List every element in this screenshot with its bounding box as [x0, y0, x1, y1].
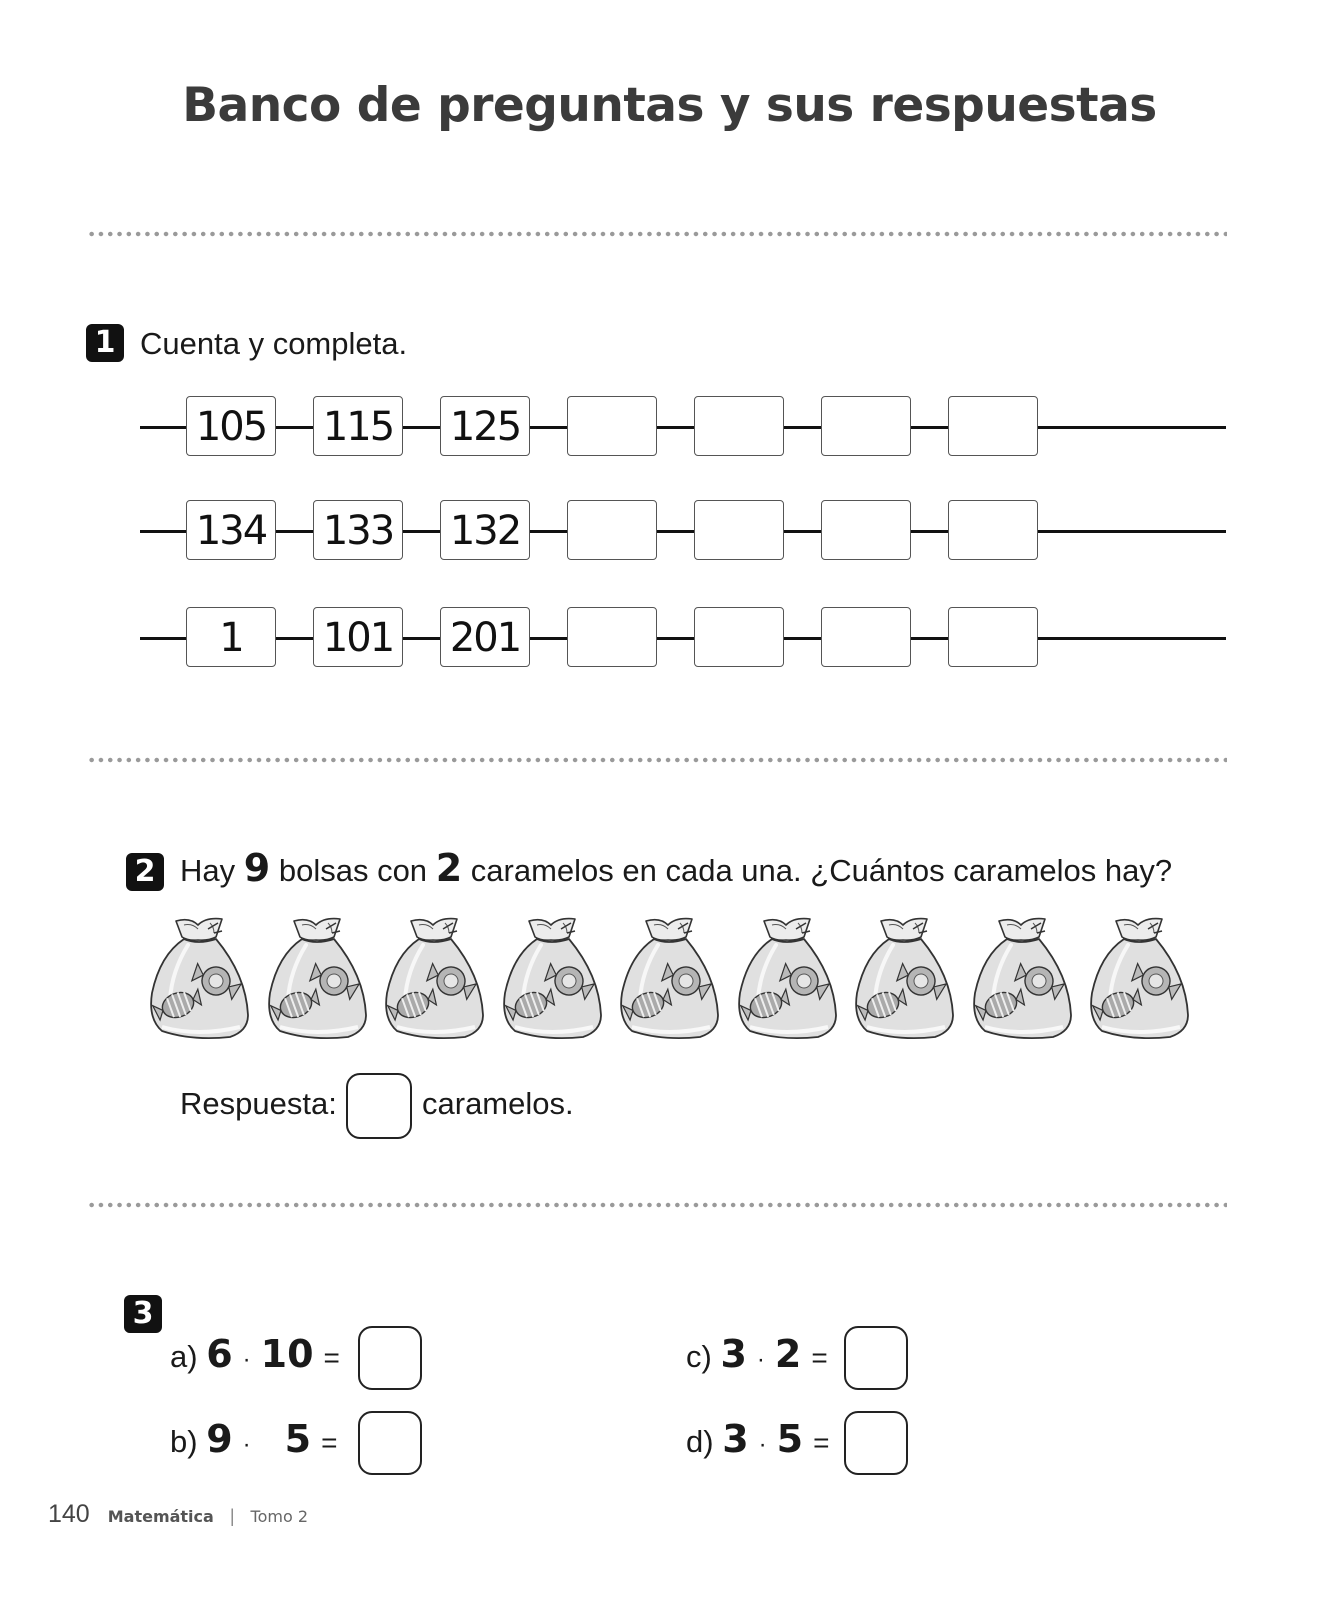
- prompt-text: Hay: [180, 853, 236, 888]
- equation-a: [170, 1332, 340, 1376]
- equation-label: a): [170, 1339, 198, 1374]
- candy-bags: [148, 915, 1228, 1045]
- bags-count: 9: [243, 846, 271, 890]
- sequence-blank-box[interactable]: [567, 607, 657, 667]
- factor: 5: [284, 1417, 312, 1461]
- sequence-blank-box[interactable]: [567, 396, 657, 456]
- factor: 3: [722, 1417, 749, 1461]
- dotted-divider: [87, 231, 1227, 237]
- candy-bag-icon: [618, 915, 722, 1043]
- number-sequence-row: [140, 607, 1226, 671]
- sequence-number: 134: [186, 500, 276, 560]
- question-prompt: [180, 846, 1172, 890]
- sequence-blank-box[interactable]: [567, 500, 657, 560]
- equals-sign: =: [321, 1427, 338, 1458]
- number-sequence-row: [140, 500, 1226, 564]
- number-sequence-row: [140, 396, 1226, 460]
- sequence-blank-box[interactable]: [821, 500, 911, 560]
- factor: 3: [720, 1332, 747, 1376]
- sequence-blank-box[interactable]: [948, 500, 1038, 560]
- sequence-number: 201: [440, 607, 530, 667]
- answer-unit: caramelos.: [422, 1086, 574, 1121]
- dotted-divider: [87, 1202, 1227, 1208]
- sequence-line: [140, 637, 1226, 640]
- equals-sign: =: [323, 1342, 340, 1373]
- answer-box[interactable]: [358, 1411, 422, 1475]
- candy-bag-icon: [266, 915, 370, 1043]
- sequence-blank-box[interactable]: [948, 607, 1038, 667]
- page-number: 140: [48, 1500, 90, 1528]
- factor: 5: [776, 1417, 804, 1461]
- factor: 10: [260, 1332, 314, 1376]
- sequence-line: [140, 426, 1226, 429]
- equation-label: b): [170, 1424, 198, 1459]
- equation-label: d): [686, 1424, 714, 1459]
- candy-bag-icon: [971, 915, 1075, 1043]
- footer-separator: |: [229, 1506, 235, 1526]
- times-sign: ·: [756, 1346, 765, 1373]
- candies-per-bag: 2: [435, 846, 463, 890]
- factor: 6: [206, 1332, 233, 1376]
- candy-bag-icon: [383, 915, 487, 1043]
- candy-bag-icon: [148, 915, 252, 1043]
- answer-box[interactable]: [844, 1411, 908, 1475]
- prompt-text: caramelos en cada una. ¿Cuántos caramelos hay?: [470, 853, 1173, 888]
- sequence-number: 115: [313, 396, 403, 456]
- question-number: 2: [126, 853, 164, 891]
- candy-bag-icon: [1088, 915, 1192, 1043]
- sequence-number: 125: [440, 396, 530, 456]
- volume-label: Tomo 2: [250, 1507, 308, 1526]
- answer-box[interactable]: [346, 1073, 412, 1139]
- page-footer: [48, 1500, 308, 1529]
- factor: 2: [774, 1332, 802, 1376]
- times-sign: ·: [242, 1346, 251, 1373]
- answer-box[interactable]: [844, 1326, 908, 1390]
- candy-bag-icon: [501, 915, 605, 1043]
- answer-label: Respuesta:: [180, 1086, 337, 1121]
- question-number: 1: [86, 324, 124, 362]
- sequence-number: 105: [186, 396, 276, 456]
- equation-label: c): [686, 1339, 712, 1374]
- equals-sign: =: [813, 1427, 830, 1458]
- prompt-text: bolsas con: [278, 853, 428, 888]
- sequence-blank-box[interactable]: [694, 607, 784, 667]
- sequence-line: [140, 530, 1226, 533]
- sequence-blank-box[interactable]: [821, 396, 911, 456]
- question-number: 3: [124, 1295, 162, 1333]
- sequence-blank-box[interactable]: [694, 500, 784, 560]
- equation-c: [686, 1332, 828, 1376]
- equals-sign: =: [811, 1342, 828, 1373]
- page-title: Banco de preguntas y sus respuestas: [182, 78, 1157, 133]
- answer-box[interactable]: [358, 1326, 422, 1390]
- sequence-number: 132: [440, 500, 530, 560]
- subject-name: Matemática: [107, 1507, 214, 1526]
- equation-d: [686, 1417, 829, 1461]
- dotted-divider: [87, 757, 1227, 763]
- equation-b: [170, 1417, 337, 1461]
- question-prompt: Cuenta y completa.: [140, 326, 408, 361]
- factor: 9: [206, 1417, 233, 1461]
- sequence-blank-box[interactable]: [694, 396, 784, 456]
- times-sign: ·: [242, 1431, 251, 1458]
- sequence-number: 101: [313, 607, 403, 667]
- sequence-number: 1: [186, 607, 276, 667]
- sequence-number: 133: [313, 500, 403, 560]
- sequence-blank-box[interactable]: [948, 396, 1038, 456]
- sequence-blank-box[interactable]: [821, 607, 911, 667]
- candy-bag-icon: [853, 915, 957, 1043]
- candy-bag-icon: [736, 915, 840, 1043]
- times-sign: ·: [758, 1431, 767, 1458]
